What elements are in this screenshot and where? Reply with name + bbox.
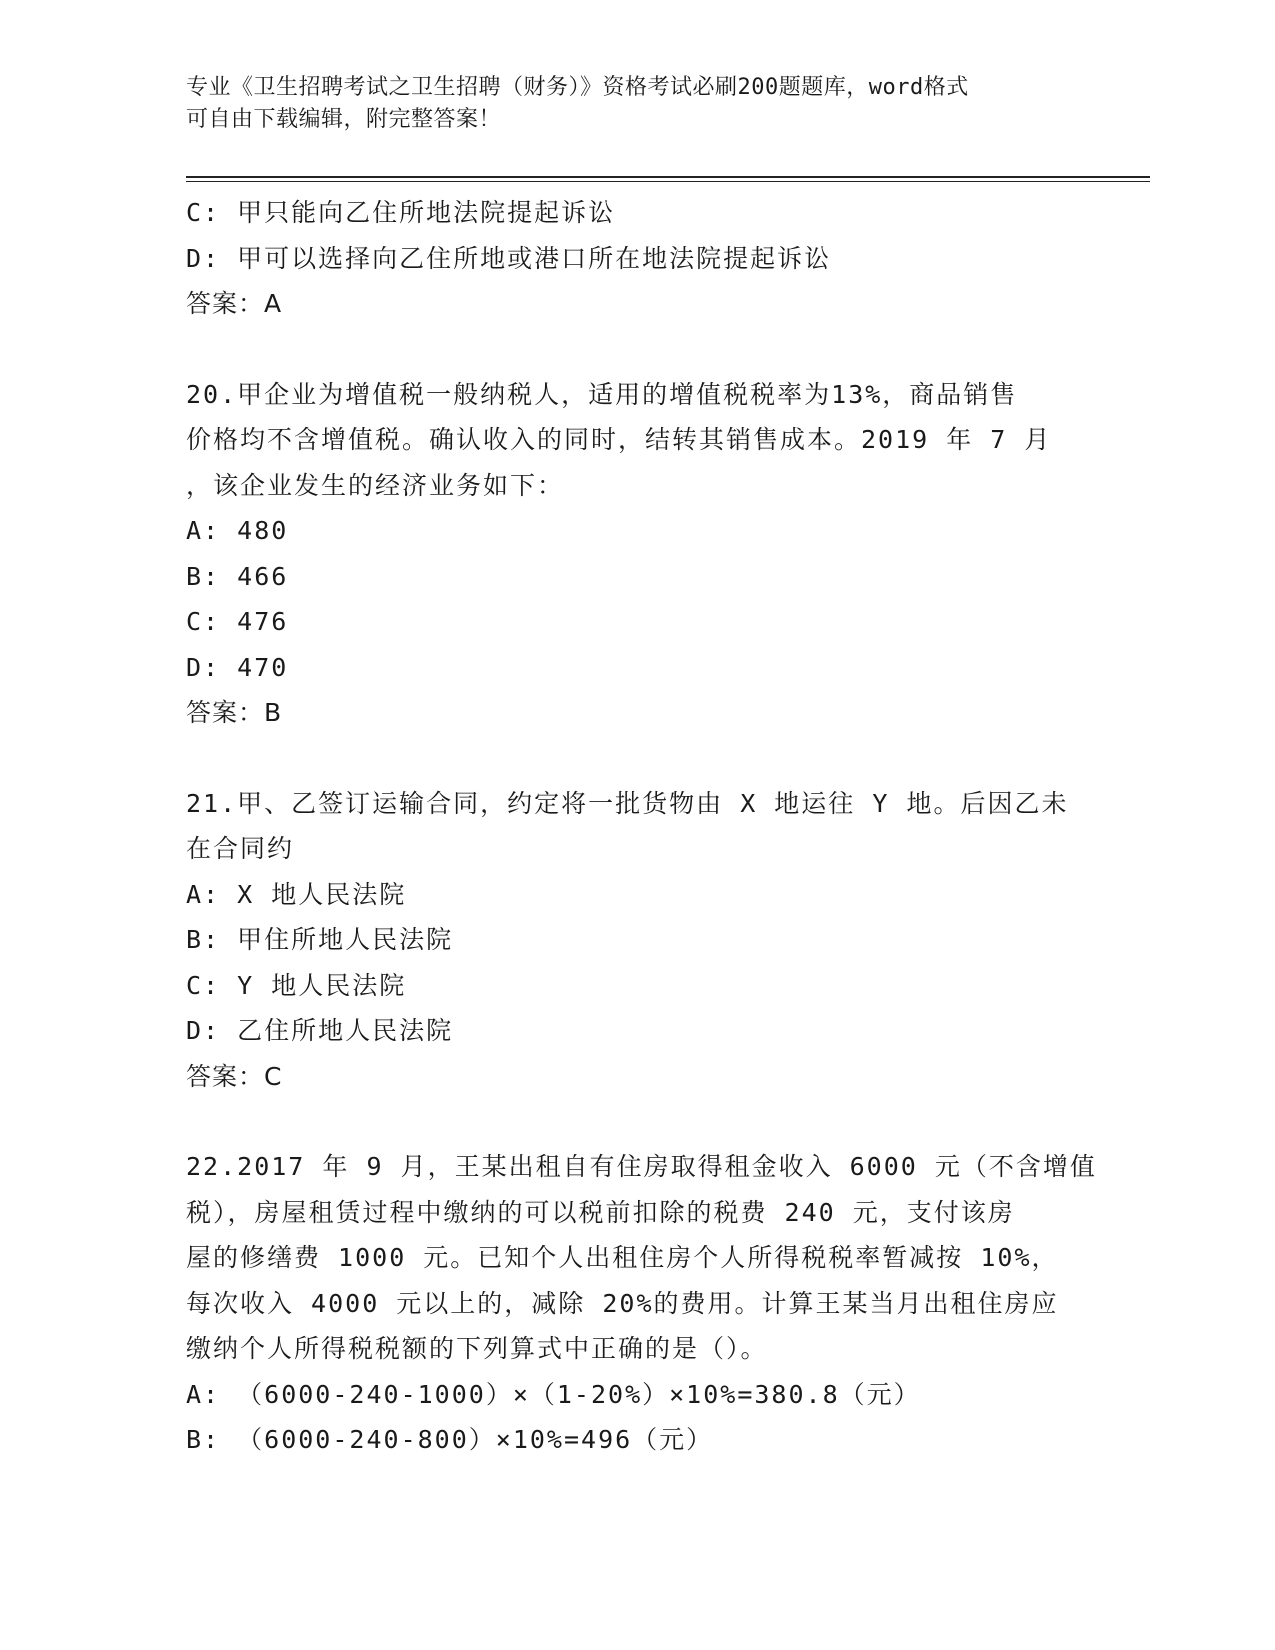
option-c: C: Y 地人民法院 bbox=[186, 970, 407, 1000]
question-22 bbox=[186, 1144, 1097, 1463]
question-stem: 税），房屋租赁过程中缴纳的可以税前扣除的税费 240 元，支付该房 bbox=[186, 1197, 1015, 1227]
option-a: A: 480 bbox=[186, 516, 289, 545]
question-stem: 缴纳个人所得税税额的下列算式中正确的是（）。 bbox=[186, 1334, 768, 1363]
question-stem: ，该企业发生的经济业务如下： bbox=[186, 470, 565, 500]
option-a: A: （6000-240-1000）×（1-20%）×10%=380.8（元） bbox=[186, 1379, 921, 1409]
header-title-line-1: 专业《卫生招聘考试之卫生招聘（财务）》资格考试必刷200题题库，word格式 bbox=[186, 75, 969, 100]
option-b: B: 甲住所地人民法院 bbox=[186, 925, 454, 954]
question-19-tail bbox=[186, 190, 1086, 327]
answer: 答案：C bbox=[186, 1061, 283, 1091]
question-21 bbox=[186, 781, 1086, 1100]
option-d: D: 470 bbox=[186, 652, 289, 682]
answer: 答案：A bbox=[186, 289, 283, 318]
header-title-line-2: 可自由下载编辑，附完整答案！ bbox=[186, 107, 502, 132]
document-header bbox=[186, 72, 1086, 136]
question-stem: 屋的修缮费 1000 元。已知个人出租住房个人所得税税率暂减按 10%， bbox=[186, 1243, 1059, 1272]
option-c: C: 476 bbox=[186, 607, 289, 636]
document-body bbox=[186, 190, 1097, 1463]
spacer bbox=[186, 736, 1086, 781]
question-stem: 价格均不含增值税。确认收入的同时，结转其销售成本。2019 年 7 月 bbox=[186, 425, 1052, 454]
option-b: B: （6000-240-800）×10%=496（元） bbox=[186, 1425, 714, 1454]
spacer bbox=[186, 1099, 1086, 1144]
question-stem: 每次收入 4000 元以上的，减除 20%的费用。计算王某当月出租住房应 bbox=[186, 1288, 1059, 1318]
question-stem: 20.甲企业为增值税一般纳税人，适用的增值税税率为13%，商品销售 bbox=[186, 379, 1018, 409]
option-d: D: 乙住所地人民法院 bbox=[186, 1016, 454, 1045]
question-stem: 22.2017 年 9 月，王某出租自有住房取得租金收入 6000 元（不含增值 bbox=[186, 1152, 1097, 1181]
question-20 bbox=[186, 372, 1086, 736]
option-a: A: X 地人民法院 bbox=[186, 879, 407, 909]
option-c: C: 甲只能向乙住所地法院提起诉讼 bbox=[186, 198, 616, 227]
spacer bbox=[186, 327, 1086, 372]
question-stem: 在合同约 bbox=[186, 834, 295, 863]
option-b: B: 466 bbox=[186, 561, 289, 591]
header-divider bbox=[186, 176, 1150, 182]
option-d: D: 甲可以选择向乙住所地或港口所在地法院提起诉讼 bbox=[186, 243, 832, 273]
answer: 答案：B bbox=[186, 698, 283, 727]
question-stem: 21.甲、乙签订运输合同，约定将一批货物由 X 地运往 Y 地。后因乙未 bbox=[186, 788, 1069, 818]
